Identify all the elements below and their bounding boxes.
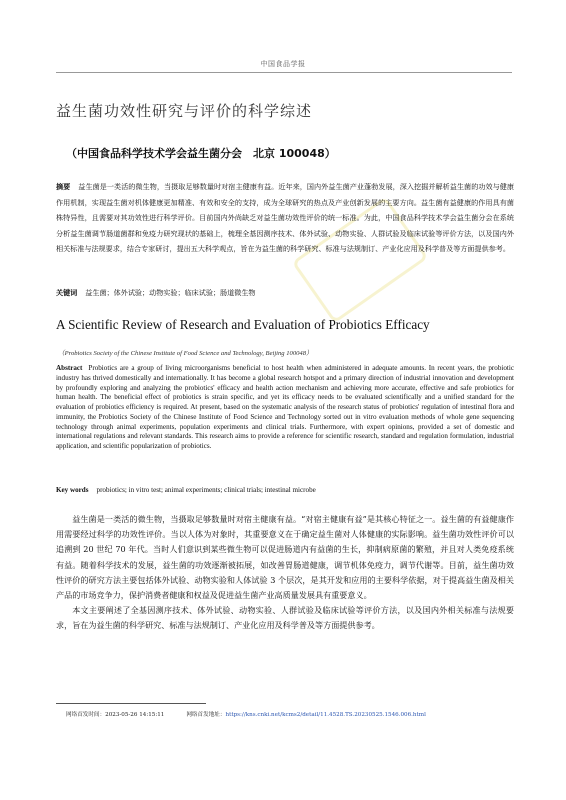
keywords-en	[56, 486, 514, 494]
body-paragraph-2: 本文主要阐述了全基因测序技术、体外试验、动物实验、人群试验及临床试验等评价方法，以及国内外相关标准与法规要求，旨在为益生菌的科学研究、标准与法规制订、产业化应用及科学普及等方面提供参考。	[56, 605, 514, 631]
pub-time: 2023-05-26 14:15:11	[105, 712, 165, 718]
pub-url-label: 网络首发地址：	[186, 712, 226, 718]
body-text	[56, 512, 514, 634]
keywords-cn	[56, 288, 514, 298]
pub-time-label: 网络首发时间：	[66, 712, 106, 718]
paper-title-cn: 益生菌功效性研究与评价的科学综述	[56, 102, 313, 120]
abstract-cn-label: 摘要	[56, 182, 71, 191]
abstract-en	[56, 364, 514, 452]
journal-header: 中国食品学报	[260, 60, 306, 68]
affiliation-en: （Probiotics Society of the Chinese Institute of Food Science and Technology, Beijing 100048）	[58, 350, 313, 357]
keywords-cn-text: 益生菌；体外试验；动物实验；临床试验；肠道微生物	[85, 288, 256, 297]
abstract-en-label: Abstract	[56, 364, 83, 372]
keywords-cn-label: 关键词	[56, 288, 78, 297]
abstract-cn-text: 益生菌是一类活的微生物，当摄取足够数量时对宿主健康有益。近年来，国内外益生菌产业蓬勃发展，深入挖掘并解析益生菌的功效与健康作用机制，实现益生菌对机体健康更加精准、有效和安全的支持，成为全球研究的热点及产业创新发展的主要方向。益生菌有益健康的作用具有菌株特异性，且需要对其功效性进行科学评价。目前国内外尚缺乏对益生菌功效性评价的统一标准。为此，中国食品科学技术学会益生菌分会在系统分析益生菌调节肠道菌群和免疫力研究现状的基础上，梳理全基因测序技术、体外试验、动物实验、人群试验及临床试验等评价方法，以及国内外相关标准与法规要求，结合专家研讨，提出五大科学观点，旨在为益生菌的科学研究、标准与法规制订、产业化应用及科学普及等方面提供参考。	[56, 182, 515, 253]
footnote	[66, 710, 516, 718]
header-rule	[56, 72, 512, 73]
abstract-cn	[56, 179, 514, 257]
abstract-en-text: Probiotics are a group of living microorganisms beneficial to host health when administered in adequate amounts. In recent years, the probiotic industry has thrived domestically and internationally. It has become a global research hotspot and a primary direction of industrial innovation and development by profoundly exploring and analyzing the probiotics' efficacy and health action mechanism and achieving more accurate, effective and safe probiotics for human health. The beneficial effect of probiotics is strain specific, and yet its efficacy needs to be evaluated scientifically and a unified standard for the evaluation of probiotics efficiency is required. At present, based on the systematic analysis of the research status of probiotics' regulation of intestinal flora and immunity, the Probiotics Society of the Chinese Institute of Food Science and Technology sorted out in vitro evaluation methods of whole gene sequencing technology through animal experiments, population experiments and clinical trials. Furthermore, with expert opinions, provided a set of domestic and international regulations and relevant standards. This research aims to provide a reference for scientific research, standard and regulation formulation, industrial application, and scientific popularization of probiotics.	[56, 364, 514, 450]
body-paragraph-1: 益生菌是一类活的微生物，当摄取足够数量时对宿主健康有益。“对宿主健康有益”是其核心特征之一。益生菌的有益健康作用需要经过科学的功效性评价。当以人体为对象时，其重要意义在于确定益生菌对人体健康的实际影响。益生菌功效性评价可以追溯到 20 世纪 70 年代。当时人们意识到某些微生物可以促进肠道内有益菌的生长，抑制病原菌的繁殖，并且对人类免疫系统有益。随着科学技术的发展，益生菌的功效逐渐被拓展，如改善胃肠道健康，调节机体免疫力，调节代谢等。目前，益生菌功效性评价的研究方法主要包括体外试验、动物实验和人体试验 3 个层次，是其开发和应用的主要科学依据，对于提高益生菌及相关产品的市场竞争力，保护消费者健康和权益及促进益生菌产业高质量发展具有重要意义。	[56, 514, 514, 601]
keywords-en-text: probiotics; in vitro test; animal experiments; clinical trials; intestinal microbe	[96, 486, 316, 494]
affiliation-cn: （中国食品科学技术学会益生菌分会 北京 100048）	[66, 147, 336, 160]
keywords-en-label: Key words	[56, 486, 89, 494]
pub-url-link[interactable]: https://kns.cnki.net/kcms2/detail/11.4528.TS.20230525.1546.006.html	[225, 712, 426, 718]
paper-title-en: A Scientific Review of Research and Evaluation of Probiotics Efficacy	[56, 317, 430, 332]
footnote-rule	[56, 703, 206, 704]
